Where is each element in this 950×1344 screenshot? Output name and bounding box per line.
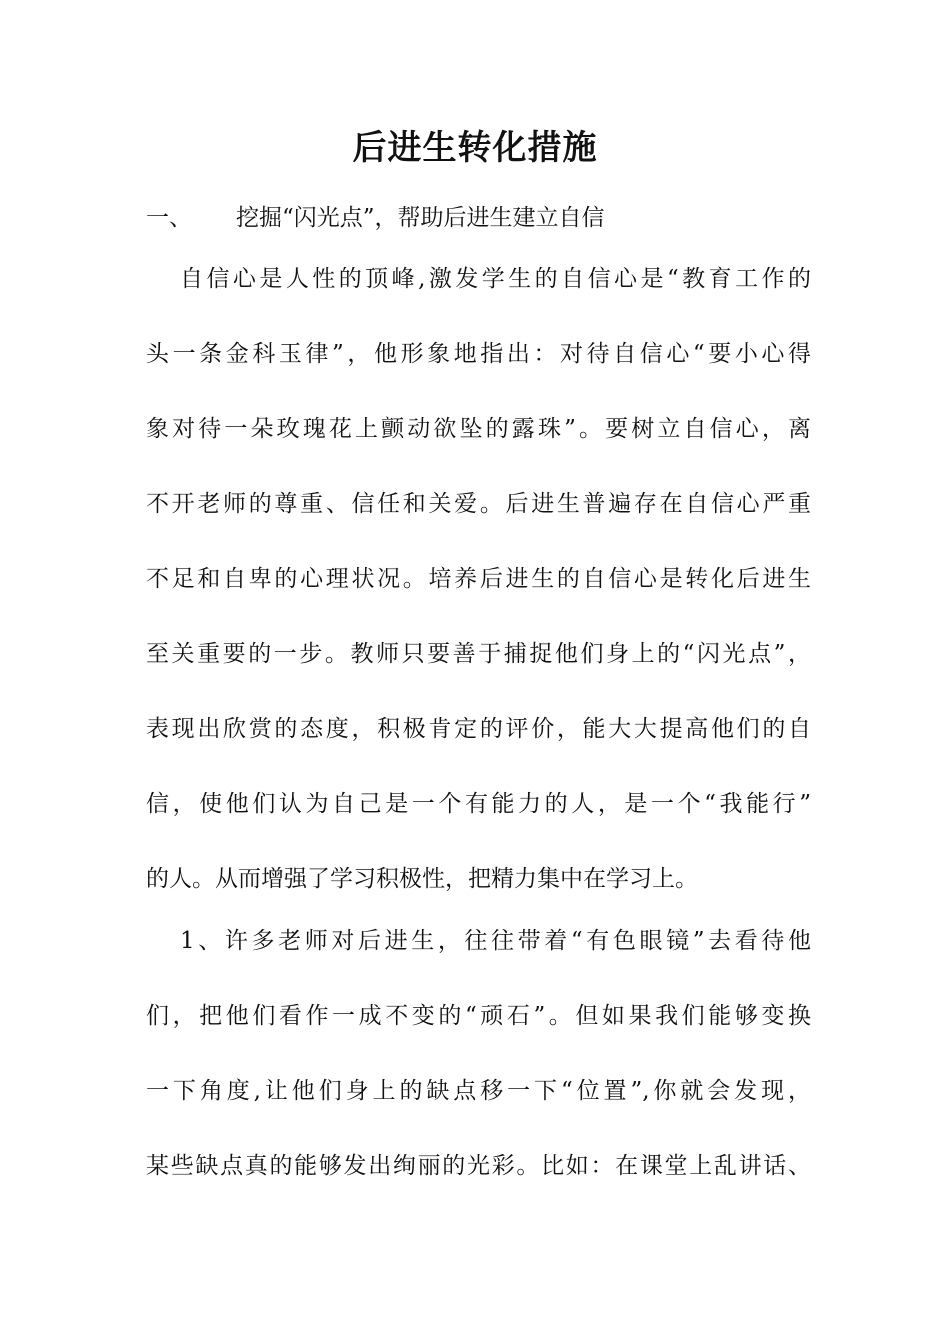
document-title: 后进生转化措施 xyxy=(352,128,598,168)
paragraph-line: 至关重要的一步。教师只要善于捕捉他们身上的“闪光点”， xyxy=(146,641,811,667)
paragraph-line: 不足和自卑的心理状况。培养后进生的自信心是转化后进生 xyxy=(146,566,811,592)
paragraph-line: 自信心是人性的顶峰,激发学生的自信心是“教育工作的 xyxy=(180,266,811,292)
paragraph-line: 不开老师的尊重、信任和关爱。后进生普遍存在自信心严重 xyxy=(146,491,811,517)
paragraph-line: 1、许多老师对后进生，往往带着“有色眼镜”去看待他 xyxy=(180,928,811,954)
paragraph-line: 象对待一朵玫瑰花上颤动欲坠的露珠”。要树立自信心，离 xyxy=(146,416,811,442)
paragraph-line: 某些缺点真的能够发出绚丽的光彩。比如：在课堂上乱讲话、 xyxy=(146,1153,811,1179)
paragraph-line: 信，使他们认为自己是一个有能力的人，是一个“我能行” xyxy=(146,791,811,817)
paragraph-line: 表现出欣赏的态度，积极肯定的评价，能大大提高他们的自 xyxy=(146,716,811,742)
paragraph-line: 的人。从而增强了学习积极性，把精力集中在学习上。 xyxy=(146,866,698,892)
paragraph-line: 们，把他们看作一成不变的“顽石”。但如果我们能够变换 xyxy=(146,1003,811,1029)
paragraph-line: 头一条金科玉律”，他形象地指出：对待自信心“要小心得 xyxy=(146,341,811,367)
paragraph-line: 一下角度,让他们身上的缺点移一下“位置”,你就会发现， xyxy=(146,1078,811,1104)
section-number: 一、 xyxy=(146,205,192,231)
section-heading xyxy=(146,198,605,238)
section-heading-text: 挖掘“闪光点”，帮助后进生建立自信 xyxy=(236,205,605,231)
